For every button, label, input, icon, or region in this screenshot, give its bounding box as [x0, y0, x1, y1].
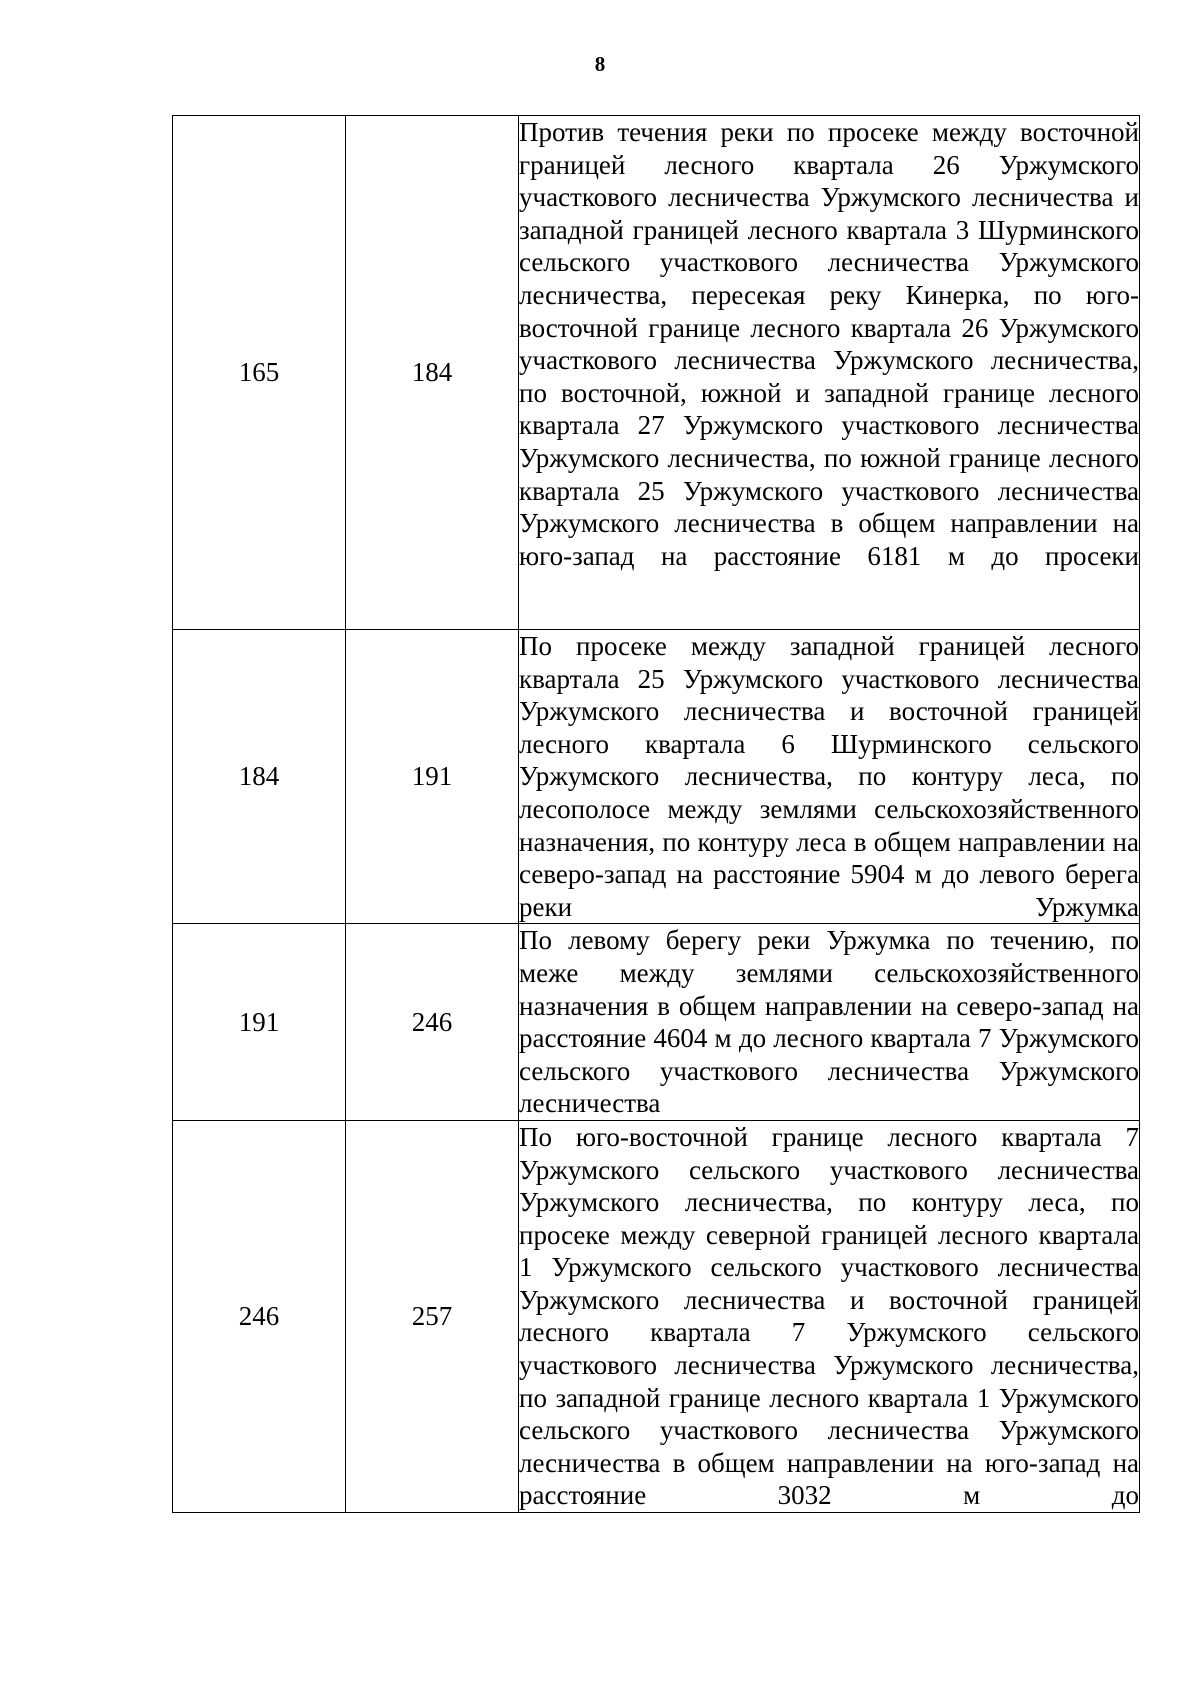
table-row: [173, 116, 1140, 630]
from-point-cell: 191: [173, 924, 346, 1121]
page-number: 8: [594, 52, 606, 76]
description-cell: [519, 924, 1140, 1121]
description-text: По просеке между западной границей лесного квартала 25 Уржумского участкового лесничества Уржумского лесничества и восточной границей лесного квартала 6 Шурминского сельского Уржумского лесничества, по контуру леса, по лесополосе между землями сельскохозяйственного назначения, по контуру леса в общем направлении на северо-запад на расстояние 5904 м до левого берега реки Уржумка: [519, 631, 1139, 922]
description-cell: [519, 1120, 1140, 1512]
description-text: По левому берегу реки Уржумка по течению, по меже между землями сельскохозяйственного назначения в общем направлении на северо-запад на расстояние 4604 м до лесного квартала 7 Уржумского сельского участкового лесничества Уржумского лесничества: [519, 925, 1139, 1119]
to-point-cell: 191: [346, 630, 519, 924]
description-text: Против течения реки по просеке между восточной границей лесного квартала 26 Уржумского участкового лесничества Уржумского лесничества и западной границей лесного квартала 3 Шурминского сельского участкового лесничества Уржумского лесничества, пересекая реку Кинерка, по юго-восточной границе лесного квартала 26 Уржумского участкового лесничества Уржумского лесничества, по восточной, южной и западной границе лесного квартала 27 Уржумского участкового лесничества Уржумского лесничества, по южной границе лесного квартала 25 Уржумского участкового лесничества Уржумского лесничества в общем направлении на юго-запад на расстояние 6181 м до просеки: [519, 117, 1139, 571]
boundary-description-table: [172, 115, 1140, 1513]
to-point-cell: 257: [346, 1120, 519, 1512]
from-point-cell: 165: [173, 116, 346, 630]
from-point-cell: 184: [173, 630, 346, 924]
description-cell: [519, 116, 1140, 630]
description-cell: [519, 630, 1140, 924]
from-point-cell: 246: [173, 1120, 346, 1512]
table-row: [173, 630, 1140, 924]
to-point-cell: 184: [346, 116, 519, 630]
description-text: По юго-восточной границе лесного квартала 7 Уржумского сельского участкового лесничества Уржумского лесничества, по контуру леса, по просеке между северной границей лесного квартала 1 Уржумского сельского участкового лесничества Уржумского лесничества и восточной границей лесного квартала 7 Уржумского сельского участкового лесничества Уржумского лесничества, по западной границе лесного квартала 1 Уржумского сельского участкового лесничества Уржумского лесничества в общем направлении на юго-запад на расстояние 3032 м до: [519, 1121, 1139, 1511]
to-point-cell: 246: [346, 924, 519, 1121]
table-row: [173, 924, 1140, 1121]
table-row: [173, 1120, 1140, 1512]
